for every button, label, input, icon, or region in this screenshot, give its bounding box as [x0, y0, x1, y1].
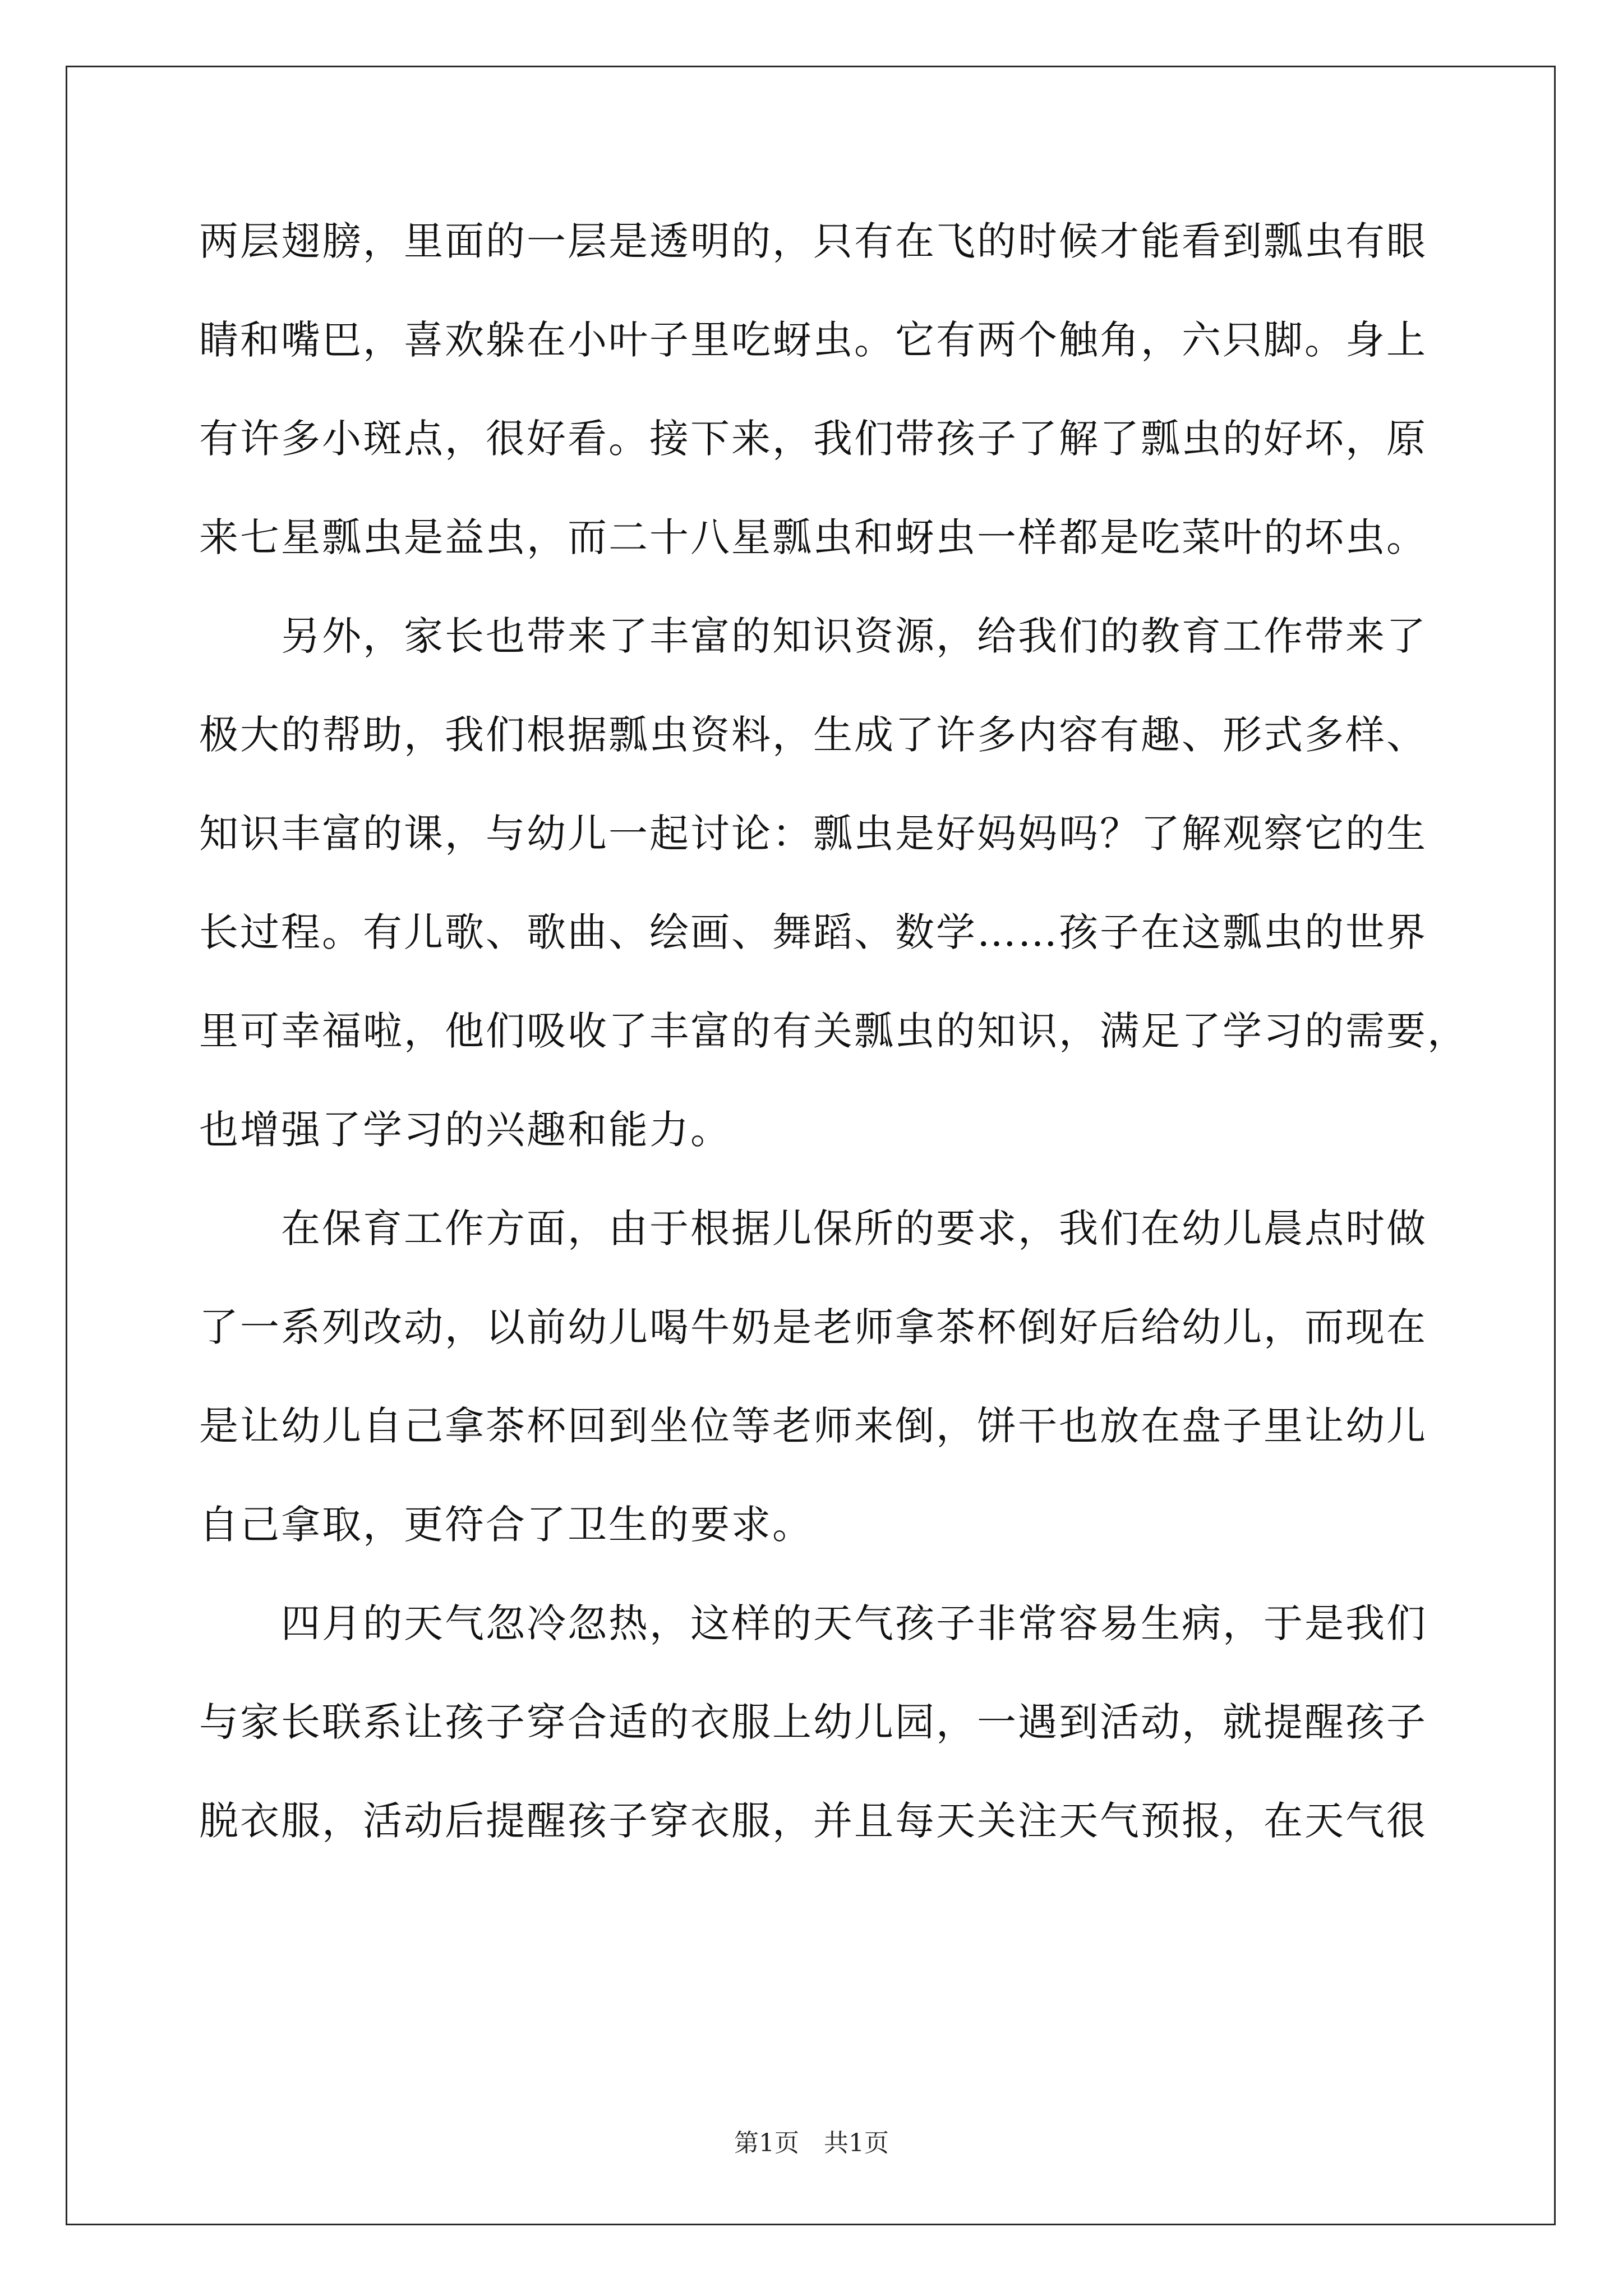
- text-line: 来七星瓢虫是益虫，而二十八星瓢虫和蚜虫一样都是吃菜叶的坏虫。: [199, 514, 1427, 560]
- document-body: [199, 213, 1468, 1892]
- text-line: 另外，家长也带来了丰富的知识资源，给我们的教育工作带来了: [199, 613, 1427, 659]
- text-line: 脱衣服，活动后提醒孩子穿衣服，并且每天关注天气预报，在天气很: [199, 1798, 1427, 1844]
- text-line: 与家长联系让孩子穿合适的衣服上幼儿园，一遇到活动，就提醒孩子: [199, 1699, 1427, 1745]
- text-line: 也增强了学习的兴趣和能力。: [199, 1107, 731, 1153]
- text-line: 自己拿取，更符合了卫生的要求。: [199, 1502, 813, 1548]
- text-line: 极大的帮助，我们根据瓢虫资料，生成了许多内容有趣、形式多样、: [199, 712, 1427, 758]
- text-line: 睛和嘴巴，喜欢躲在小叶子里吃蚜虫。它有两个触角，六只脚。身上: [199, 317, 1427, 363]
- text-line: 有许多小斑点，很好看。接下来，我们带孩子了解了瓢虫的好坏，原: [199, 416, 1427, 462]
- text-line: 里可幸福啦，他们吸收了丰富的有关瓢虫的知识，满足了学习的需要，: [199, 1008, 1468, 1054]
- text-line: 四月的天气忽冷忽热，这样的天气孩子非常容易生病，于是我们: [199, 1600, 1427, 1646]
- text-line: 长过程。有儿歌、歌曲、绘画、舞蹈、数学……孩子在这瓢虫的世界: [199, 909, 1427, 955]
- text-line: 是让幼儿自己拿茶杯回到坐位等老师来倒，饼干也放在盘子里让幼儿: [199, 1403, 1427, 1449]
- text-line: 了一系列改动，以前幼儿喝牛奶是老师拿茶杯倒好后给幼儿，而现在: [199, 1304, 1427, 1350]
- text-line: 知识丰富的课，与幼儿一起讨论：瓢虫是好妈妈吗？了解观察它的生: [199, 811, 1427, 857]
- text-line: 在保育工作方面，由于根据儿保所的要求，我们在幼儿晨点时做: [199, 1205, 1427, 1251]
- page-footer: 第1页 共1页: [734, 2129, 889, 2157]
- text-line: 两层翅膀，里面的一层是透明的，只有在飞的时候才能看到瓢虫有眼: [199, 218, 1427, 264]
